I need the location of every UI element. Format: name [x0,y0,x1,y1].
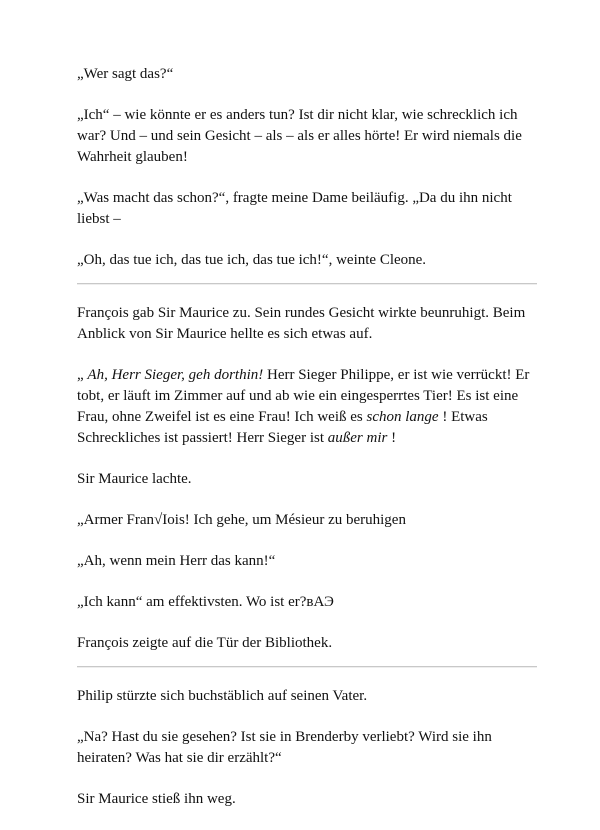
text-span: ! [387,430,397,446]
paragraph-mixed [77,365,537,449]
paragraph: „Ah, wenn mein Herr das kann!“ [77,553,276,569]
paragraph: „Wer sagt das?“ [77,66,174,82]
paragraph: Sir Maurice stieß ihn weg. [77,791,236,807]
paragraph: „Na? Hast du sie gesehen? Ist sie in Brenderby verliebt? Wird sie ihn heiraten? Was hat sie dir erzählt?“ [77,729,492,766]
paragraph: „Ich kann“ am effektivsten. Wo ist er?вАЭ [77,594,334,610]
document-page [77,64,537,830]
text-span: Herr Sieger Philippe, er ist wie verrückt! Er tobt, er läuft im Zimmer auf und ab wie ein eingesperrtes Tier! Es ist eine Frau, ohne Zweifel ist es eine Frau! Ich weiß es [77,367,530,425]
italic-text: schon lange [366,409,439,425]
italic-text: Ah, Herr Sieger, geh dorthin! [87,367,264,383]
paragraph: „Oh, das tue ich, das tue ich, das tue ich!“, weinte Cleone. [77,252,427,268]
paragraph: Philip stürzte sich buchstäblich auf seinen Vater. [77,688,368,704]
paragraph: „Armer Fran√Iois! Ich gehe, um Mésieur zu beruhigen [77,512,406,528]
section-divider [77,666,537,668]
paragraph: „Was macht das schon?“, fragte meine Dame beiläufig. „Da du ihn nicht liebst – [77,190,512,227]
text-span: „ [77,367,88,383]
section-divider [77,283,537,285]
paragraph: „Ich“ – wie könnte er es anders tun? Ist dir nicht klar, wie schrecklich ich war? Und – und sein Gesicht – als – als er alles hörte! Er wird niemals die Wahrheit glauben! [77,107,522,165]
italic-text: außer mir [327,430,388,446]
paragraph: François gab Sir Maurice zu. Sein rundes Gesicht wirkte beunruhigt. Beim Anblick von Sir Maurice hellte es sich etwas auf. [77,305,526,342]
text-span: ! Etwas Schreckliches ist passiert! Herr Sieger ist [77,409,488,446]
paragraph: François zeigte auf die Tür der Bibliothek. [77,635,333,651]
paragraph: Sir Maurice lachte. [77,471,192,487]
